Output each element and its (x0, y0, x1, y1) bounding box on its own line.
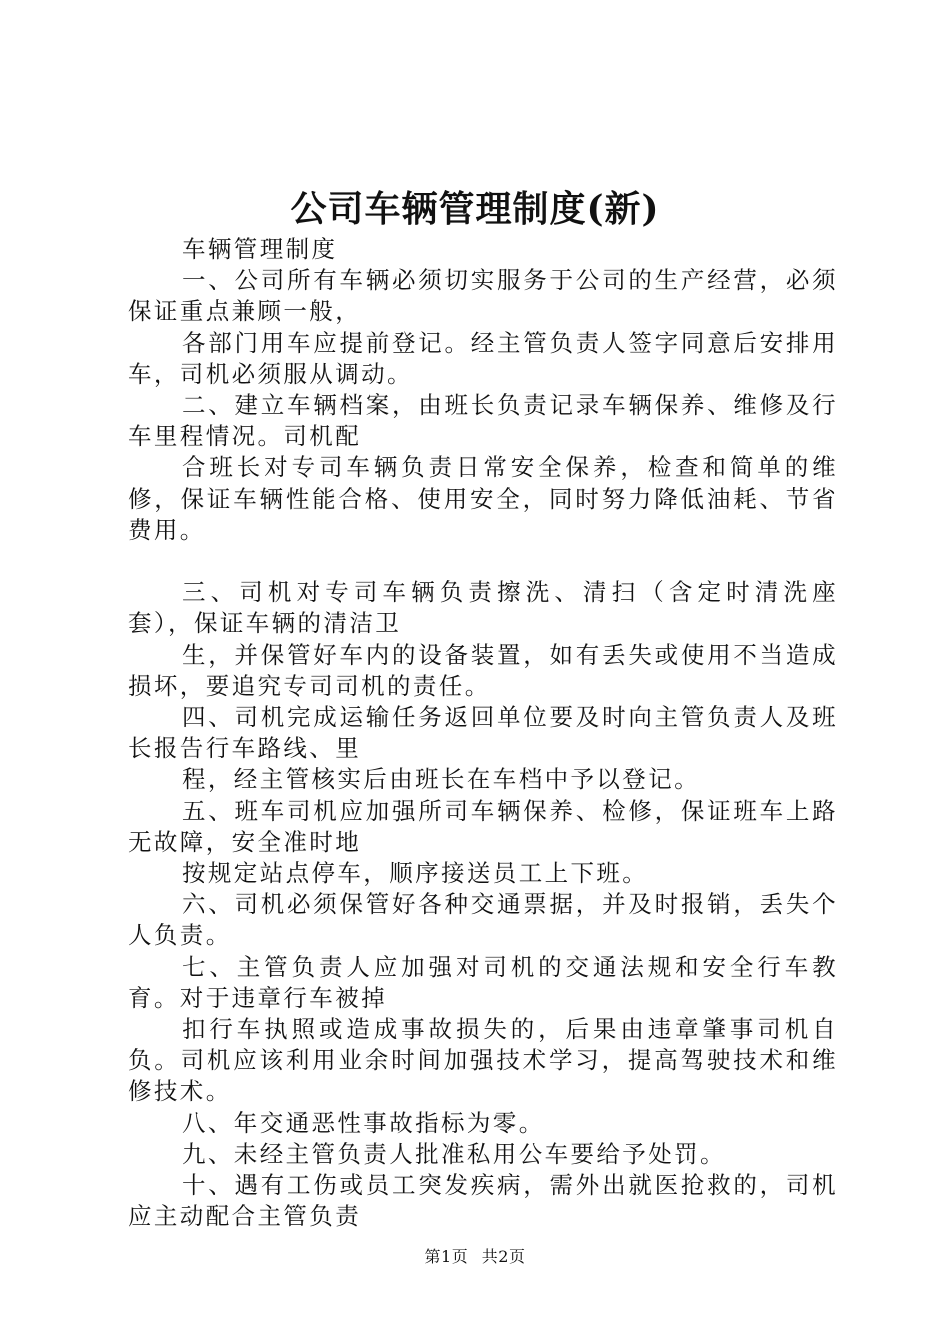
paragraph: 一、公司所有车辆必须切实服务于公司的生产经营，必须保证重点兼顾一般， (128, 266, 838, 326)
paragraph: 五、班车司机应加强所司车辆保养、检修，保证班车上路无故障，安全准时地 (128, 796, 838, 856)
paragraph: 各部门用车应提前登记。经主管负责人签字同意后安排用车，司机必须服从调动。 (128, 328, 838, 388)
paragraph: 扣行车执照或造成事故损失的，后果由违章肇事司机自负。司机应该利用业余时间加强技术学习，提高驾驶技术和维修技术。 (128, 1015, 838, 1106)
paragraph: 六、司机必须保管好各种交通票据，并及时报销，丢失个人负责。 (128, 890, 838, 950)
paragraph: 合班长对专司车辆负责日常安全保养，检查和简单的维修，保证车辆性能合格、使用安全，同时努力降低油耗、节省费用。 (128, 453, 838, 544)
paragraph: 十、遇有工伤或员工突发疾病，需外出就医抢救的，司机应主动配合主管负责 (128, 1171, 838, 1231)
page-number: 第1页 (424, 1247, 469, 1266)
page-footer (0, 1244, 950, 1267)
paragraph: 二、建立车辆档案，由班长负责记录车辆保养、维修及行车里程情况。司机配 (128, 391, 838, 451)
paragraph: 生，并保管好车内的设备装置，如有丢失或使用不当造成损坏，要追究专司司机的责任。 (128, 640, 838, 700)
paragraph-heading: 车辆管理制度 (182, 235, 338, 263)
paragraph: 按规定站点停车，顺序接送员工上下班。 (182, 859, 649, 888)
document-body (128, 234, 838, 1232)
document-title: 公司车辆管理制度(新) (290, 188, 660, 230)
paragraph: 八、年交通恶性事故指标为零。 (182, 1108, 545, 1137)
paragraph: 程，经主管核实后由班长在车档中予以登记。 (182, 765, 700, 794)
paragraph: 七、主管负责人应加强对司机的交通法规和安全行车教育。对于违章行车被掉 (128, 952, 838, 1012)
page-total: 共2页 (481, 1247, 526, 1266)
blank-line (128, 546, 838, 577)
paragraph: 三、司机对专司车辆负责擦洗、清扫（含定时清洗座套），保证车辆的清洁卫 (128, 578, 838, 638)
paragraph: 四、司机完成运输任务返回单位要及时向主管负责人及班长报告行车路线、里 (128, 703, 838, 763)
paragraph: 九、未经主管负责人批准私用公车要给予处罚。 (182, 1139, 726, 1168)
